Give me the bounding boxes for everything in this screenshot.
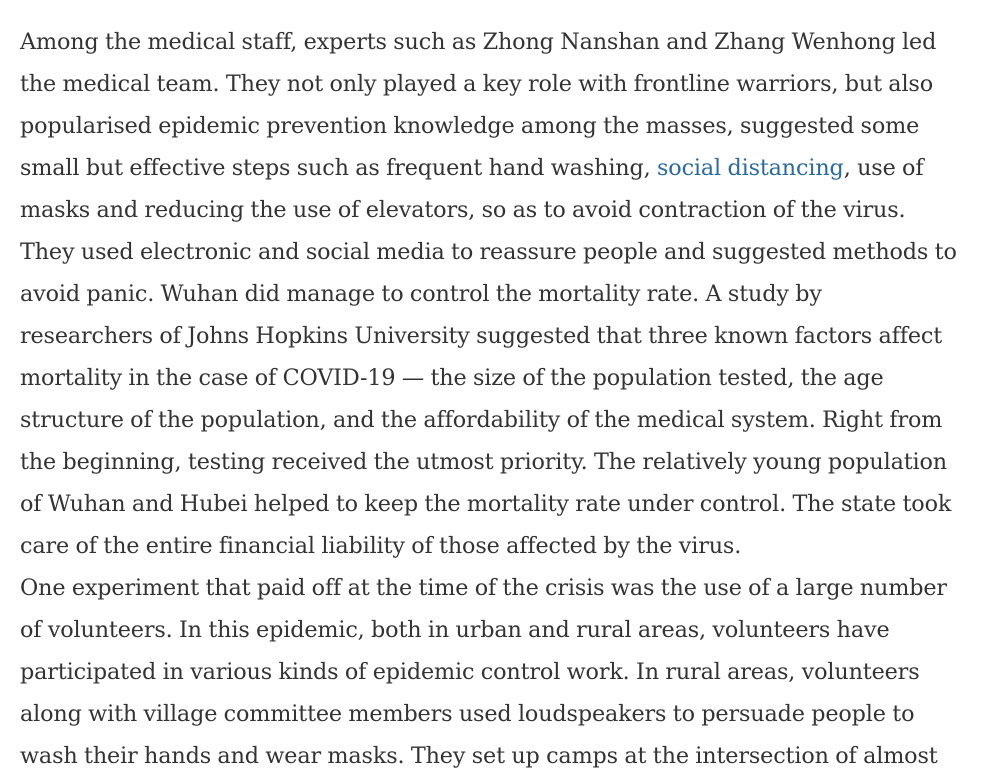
text-line: participated in various kinds of epidemic control work. In rural areas, volunteers [20, 659, 920, 685]
text-line: care of the entire financial liability of those affected by the virus. [20, 533, 742, 559]
text-line: the beginning, testing received the utmost priority. The relatively young population [20, 449, 948, 475]
text-segment: small but effective steps such as frequent hand washing, [20, 155, 658, 181]
text-line: wash their hands and wear masks. They set up camps at the intersection of almost [20, 743, 938, 769]
text-line: avoid panic. Wuhan did manage to control the mortality rate. A study by [20, 281, 822, 307]
text-segment: , use of [843, 155, 924, 181]
text-line: of volunteers. In this epidemic, both in urban and rural areas, volunteers have [20, 617, 890, 643]
text-line: Among the medical staff, experts such as Zhong Nanshan and Zhang Wenhong led [20, 29, 937, 55]
text-line: One experiment that paid off at the time of the crisis was the use of a large number [20, 575, 947, 601]
text-line: structure of the population, and the affordability of the medical system. Right from [20, 407, 943, 433]
paragraph-volunteers [20, 567, 988, 777]
paragraph-medical-staff [20, 21, 988, 567]
article-body [20, 21, 988, 777]
text-line: They used electronic and social media to reassure people and suggested methods to [20, 239, 957, 265]
text-line-with-link [20, 147, 988, 189]
text-line: masks and reducing the use of elevators, so as to avoid contraction of the virus. [20, 197, 906, 223]
text-line: the medical team. They not only played a key role with frontline warriors, but also [20, 71, 934, 97]
text-line: researchers of Johns Hopkins University suggested that three known factors affect [20, 323, 943, 349]
text-line: popularised epidemic prevention knowledge among the masses, suggested some [20, 113, 920, 139]
social-distancing-link[interactable]: social distancing [657, 155, 844, 181]
text-line: mortality in the case of COVID-19 — the size of the population tested, the age [20, 365, 884, 391]
text-line: of Wuhan and Hubei helped to keep the mortality rate under control. The state took [20, 491, 952, 517]
text-line: along with village committee members used loudspeakers to persuade people to [20, 701, 915, 727]
